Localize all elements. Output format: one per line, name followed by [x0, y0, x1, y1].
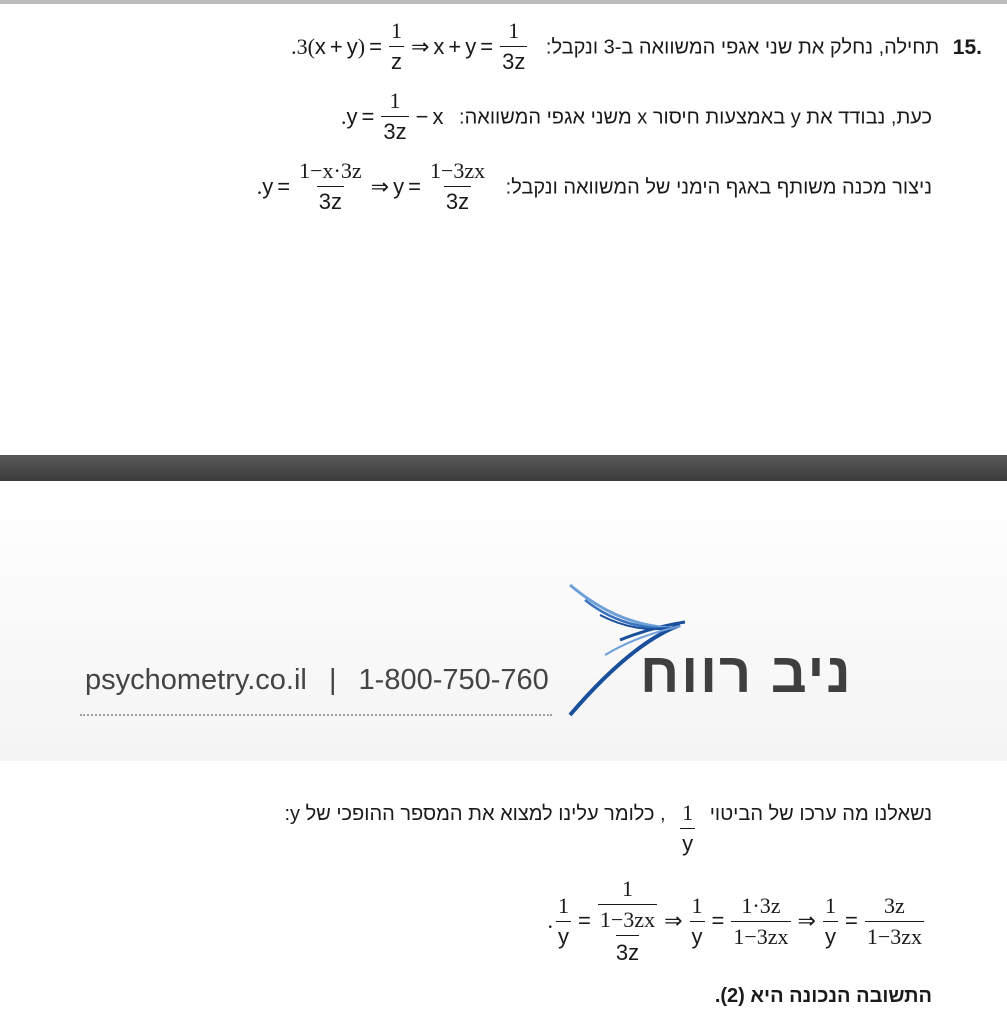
step-3: ניצור מכנה משותף באגף הימני של המשוואה ונקבל: . y = $\frac{1-x\cdot 3z}{3z}$ ⇒ y = $\frac{1-3zx}{3z}$ — [256, 158, 932, 214]
final-answer: התשובה הנכונה היא (2). — [714, 985, 932, 1007]
brand-name: ניב רווח — [640, 641, 853, 704]
step-1-text: תחילה, נחלק את שני אגפי המשוואה ב-3 ונקבל: — [545, 36, 940, 59]
solution-equation: . $\frac{1}{y}$ = $\frac{1}{\frac{1-3zx}{3z}}$ ⇒ $\frac{1}{y}$ = $\frac{1\cdot 3z}{1-3zx}$ ⇒ $\frac{1}{y}$ = $\frac{3z}{1-3zx}$ — [547, 876, 922, 965]
solution-intro: נשאלנו מה ערכו של הביטוי $\frac{1}{y}$ , כלומר עלינו למצוא את המספר ההופכי של y: — [284, 800, 932, 856]
step-1-equation: .3( x + y ) = $\frac{1}{z}$ ⇒ x + y = $\frac{1}{3z}$ — [291, 18, 526, 74]
brand-banner — [0, 481, 1007, 761]
step-2: כעת, נבודד את y באמצעות חיסור x משני אגפי המשוואה: . y = $\frac{1}{3z}$ − x — [341, 88, 932, 144]
page-divider — [0, 455, 1007, 481]
brand-dotted-line — [80, 714, 552, 716]
brand-phone: 1-800-750-760 — [358, 664, 549, 696]
reciprocal-expression: $\frac{1}{y}$ — [682, 800, 694, 856]
step-3-equation: . y = $\frac{1-x\cdot 3z}{3z}$ ⇒ y = $\frac{1-3zx}{3z}$ — [256, 158, 486, 214]
brand-site: psychometry.co.il — [85, 664, 307, 696]
question-number: .15 — [952, 35, 982, 59]
step-2-equation: . y = $\frac{1}{3z}$ − x — [341, 88, 444, 144]
step-1 — [291, 18, 982, 75]
brand-contact: psychometry.co.il | 1-800-750-760 — [85, 664, 549, 696]
